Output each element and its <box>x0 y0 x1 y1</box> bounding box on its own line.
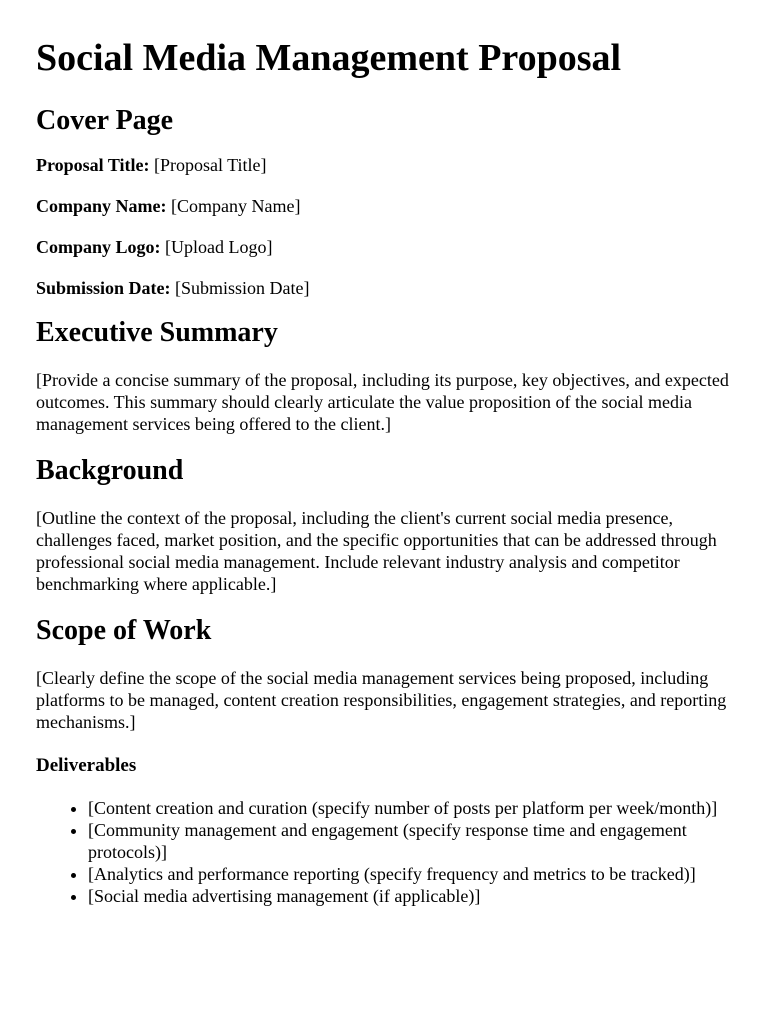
deliverables-heading: Deliverables <box>36 755 137 776</box>
field-label: Submission Date: <box>36 278 171 298</box>
cover-page-heading: Cover Page <box>36 105 174 136</box>
field-value: [Upload Logo] <box>165 237 273 257</box>
scope-of-work-body: [Clearly define the scope of the social media management services being proposed, including platforms to be managed, content creation responsibilities, engagement strategies, and reporting mechanisms.] <box>36 668 727 732</box>
field-label: Proposal Title: <box>36 155 150 175</box>
executive-summary-body: [Provide a concise summary of the proposal, including its purpose, key objectives, and expected outcomes. This summary should clearly articulate the value proposition of the social media management services being offered to the client.] <box>36 370 729 434</box>
field-value: [Company Name] <box>171 196 301 216</box>
list-item: • [Community management and engagement (specify response time and engagement protocols)] <box>88 819 734 863</box>
cover-field-company-logo <box>36 236 734 258</box>
document-title: Social Media Management Proposal <box>36 37 622 79</box>
background-heading: Background <box>36 455 184 486</box>
field-value: [Submission Date] <box>175 278 310 298</box>
deliverables-list <box>36 797 734 907</box>
list-item: • [Analytics and performance reporting (specify frequency and metrics to be tracked)] <box>88 863 734 885</box>
background-body: [Outline the context of the proposal, including the client's current social media presence, challenges faced, market position, and the specific opportunities that can be addressed through professional social media management. Include relevant industry analysis and competitor benchmarking where applicable.] <box>36 508 717 594</box>
field-label: Company Logo: <box>36 237 161 257</box>
list-item: • [Content creation and curation (specify number of posts per platform per week/month)] <box>88 797 734 819</box>
list-item: • [Social media advertising management (if applicable)] <box>88 885 734 907</box>
executive-summary-heading: Executive Summary <box>36 317 278 348</box>
cover-field-proposal-title <box>36 154 734 176</box>
field-label: Company Name: <box>36 196 167 216</box>
cover-field-company-name <box>36 195 734 217</box>
cover-field-submission-date <box>36 277 734 299</box>
field-value: [Proposal Title] <box>154 155 267 175</box>
scope-of-work-heading: Scope of Work <box>36 615 212 646</box>
